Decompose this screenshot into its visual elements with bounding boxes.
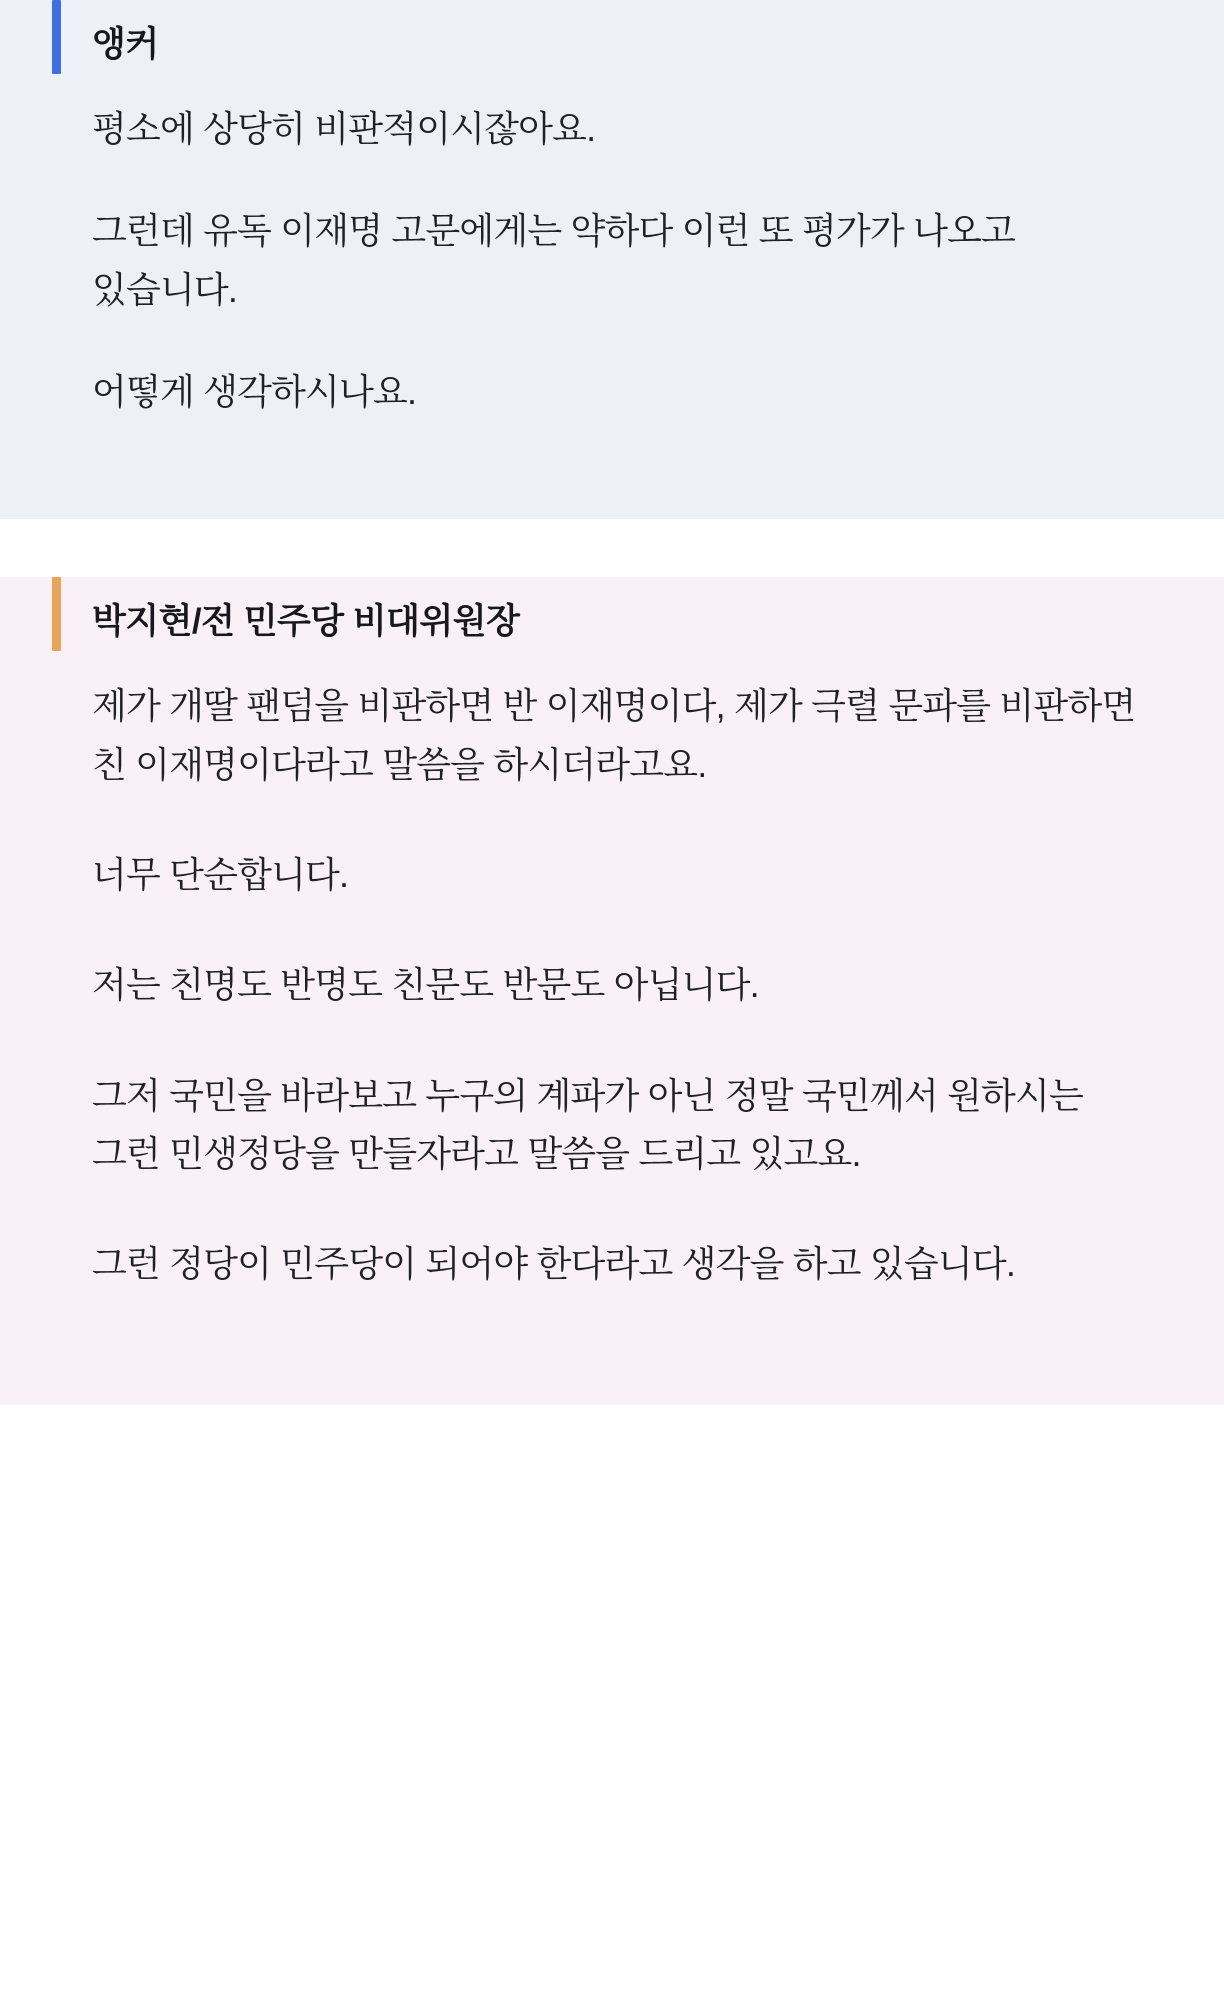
speaker-row bbox=[92, 0, 1160, 100]
paragraph: 너무 단순합니다. bbox=[92, 853, 349, 895]
block-divider bbox=[0, 519, 1224, 577]
paragraph: 저는 친명도 반명도 친문도 반문도 아닙니다. bbox=[92, 964, 759, 1006]
speaker-name: 앵커 bbox=[92, 25, 159, 64]
speaker-row bbox=[92, 577, 1160, 677]
transcript-block-anchor bbox=[0, 0, 1224, 519]
paragraph: 어떻게 생각하시나요. bbox=[92, 370, 417, 412]
speaker-name: 박지현/전 민주당 비대위원장 bbox=[92, 602, 520, 642]
transcript-block-guest bbox=[0, 577, 1224, 1405]
paragraph: 평소에 상당히 비판적이시잖아요. bbox=[92, 108, 596, 149]
paragraph: 제가 개딸 팬덤을 비판하면 반 이재명이다, 제가 극렬 문파를 비판하면 친 이재명이다라고 말씀을 하시더라고요. bbox=[92, 685, 1136, 785]
paragraph: 그런 정당이 민주당이 되어야 한다라고 생각을 하고 있습니다. bbox=[92, 1243, 1016, 1285]
paragraph: 그저 국민을 바라보고 누구의 계파가 아닌 정말 국민께서 원하시는 그런 민생정당을 만들자라고 말씀을 드리고 있고요. bbox=[92, 1074, 1083, 1174]
paragraph: 그런데 유독 이재명 고문에게는 약하다 이런 또 평가가 나오고 있습니다. bbox=[92, 210, 1016, 310]
accent-bar-icon bbox=[52, 0, 61, 74]
accent-bar-icon bbox=[52, 577, 61, 651]
